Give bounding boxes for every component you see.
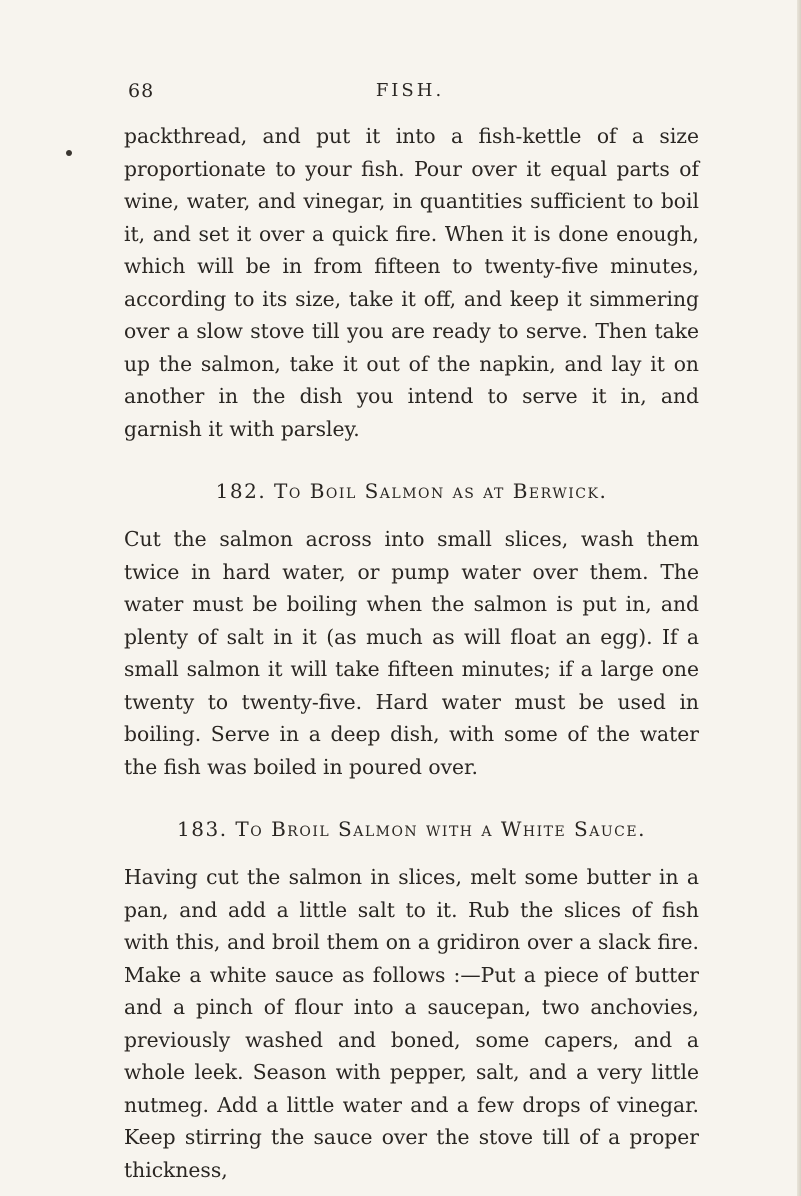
page-body <box>124 120 699 1186</box>
page-header <box>128 80 692 110</box>
recipe-heading-183: 183. To Broil Salmon with a White Sauce. <box>177 817 646 841</box>
running-head: FISH. <box>375 80 445 101</box>
ink-speck <box>66 150 72 156</box>
recipe-paragraph-183: Having cut the salmon in slices, melt some butter in a pan, and add a little salt to it. Rub the slices of fish with this, and broil them on a gridiron over a slack fire. Make a white sauce as follows :—Put a piece of butter and a pinch of flour into a saucepan, two anchovies, previously washed and boned, some capers, and a whole leek. Season with pepper, salt, and a very little nutmeg. Add a little water and a few drops of vinegar. Keep stirring the sauce over the stove till of a proper thickness, <box>124 865 699 1182</box>
page-number: 68 <box>128 80 155 102</box>
paragraph-continuation: packthread, and put it into a fish-kettle of a size proportionate to your fish. Pour over it equal parts of wine, water, and vinegar, in quantities sufficient to boil it, and set it over a quick fire. When it is done enough, which will be in from fifteen to twenty-five minutes, according to its size, take it off, and keep it simmering over a slow stove till you are ready to serve. Then take up the salmon, take it out of the napkin, and lay it on another in the dish you intend to serve it in, and garnish it with parsley. <box>124 124 699 441</box>
page-edge <box>797 0 801 1196</box>
recipe-paragraph-182: Cut the salmon across into small slices, wash them twice in hard water, or pump water over them. The water must be boiling when the salmon is put in, and plenty of salt in it (as much as will float an egg). If a small salmon it will take fifteen minutes; if a large one twenty to twenty-five. Hard water must be used in boiling. Serve in a deep dish, with some of the water the fish was boiled in poured over. <box>124 527 699 779</box>
recipe-heading-182: 182. To Boil Salmon as at Berwick. <box>215 479 608 503</box>
